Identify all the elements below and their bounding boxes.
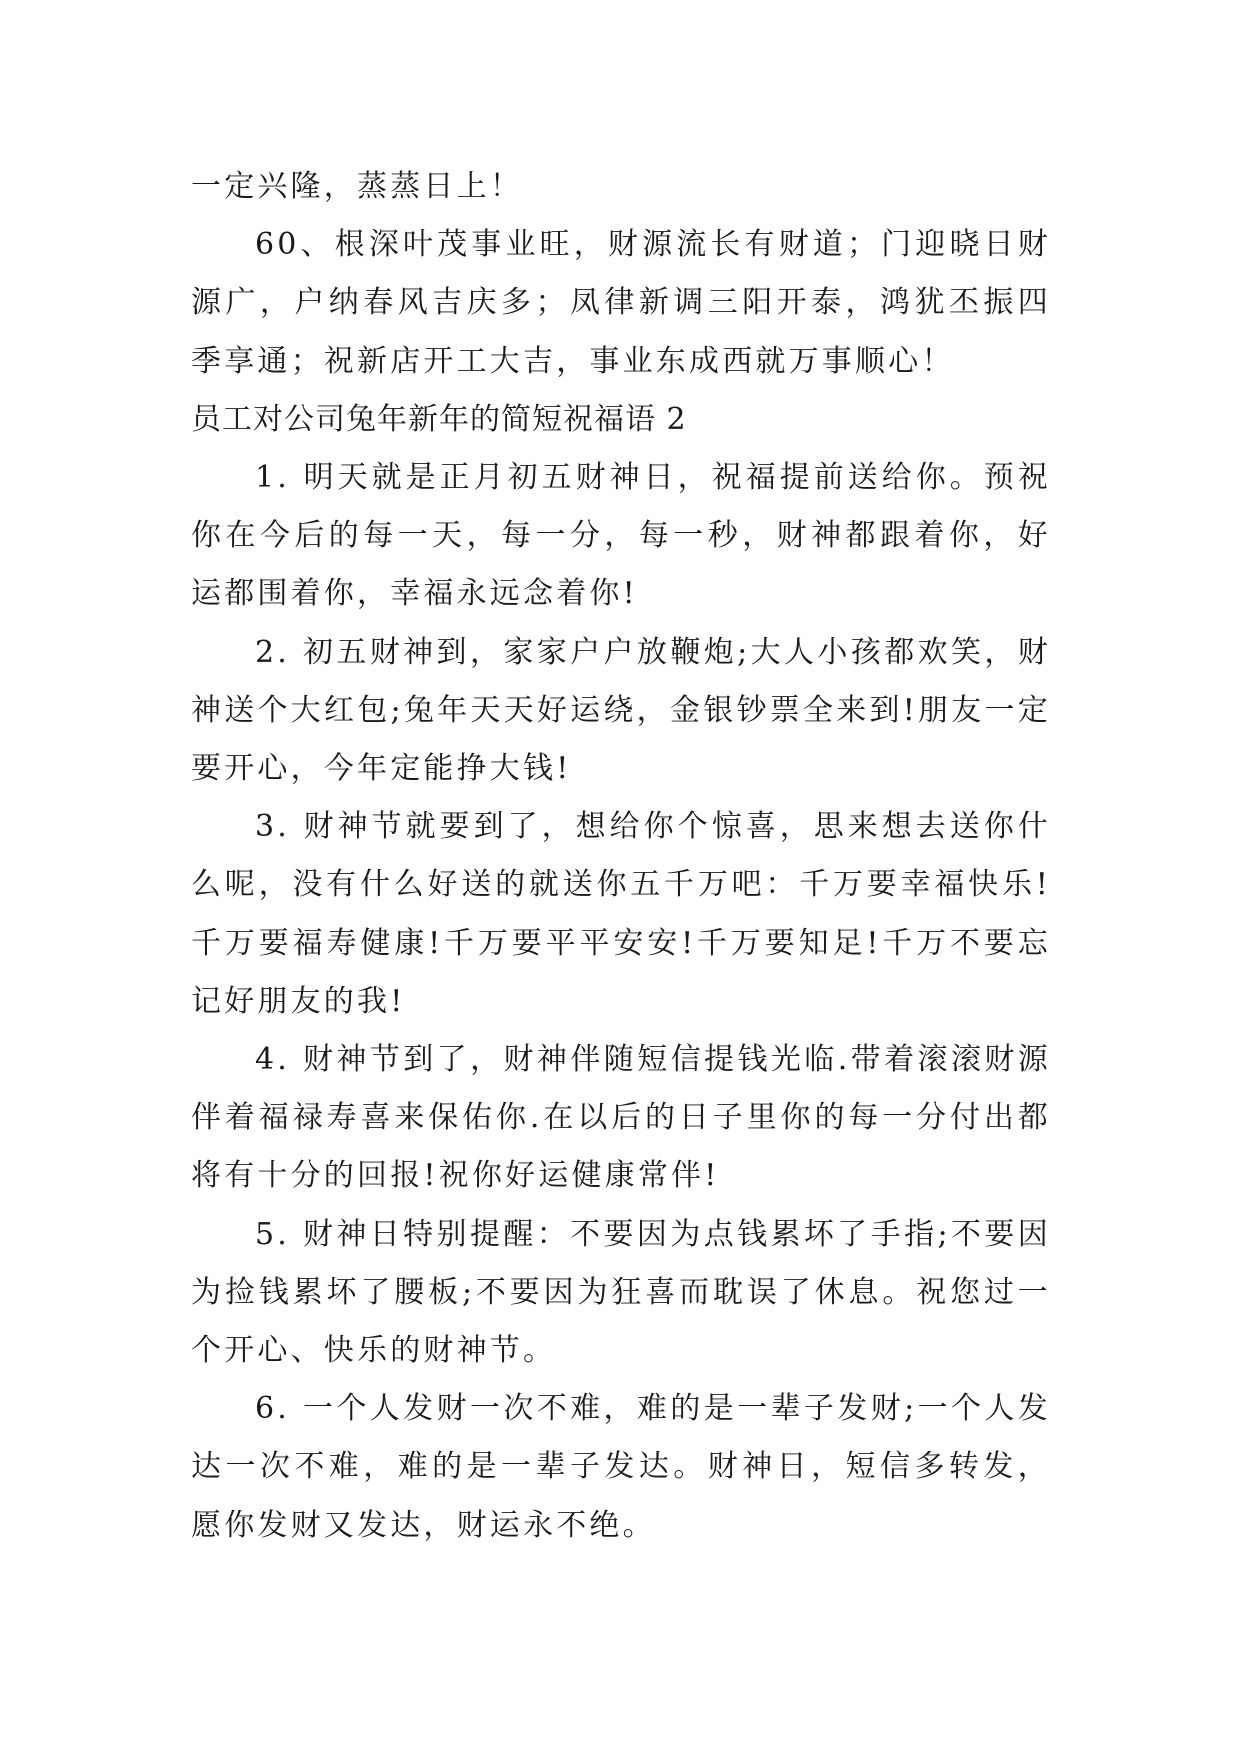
document-body	[191, 158, 1051, 1555]
list-item-2: 2. 初五财神到，家家户户放鞭炮;大人小孩都欢笑，财神送个大红包;兔年天天好运绕，金银钞票全来到!朋友一定要开心，今年定能挣大钱!	[191, 634, 1051, 787]
list-item-5: 5. 财神日特别提醒：不要因为点钱累坏了手指;不要因为捡钱累坏了腰板;不要因为狂喜而耽误了休息。祝您过一个开心、快乐的财神节。	[191, 1216, 1051, 1369]
list-item-4: 4. 财神节到了，财神伴随短信提钱光临.带着滚滚财源伴着福禄寿喜来保佑你.在以后的日子里你的每一分付出都将有十分的回报!祝你好运健康常伴!	[191, 1042, 1051, 1194]
list-item-6: 6. 一个人发财一次不难，难的是一辈子发财;一个人发达一次不难，难的是一辈子发达。财神日，短信多转发，愿你发财又发达，财运永不绝。	[191, 1391, 1051, 1543]
paragraph-60: 60、根深叶茂事业旺，财源流长有财道；门迎晓日财源广，户纳春风吉庆多；凤律新调三阳开泰，鸿犹丕振四季享通；祝新店开工大吉，事业东成西就万事顺心！	[191, 227, 1051, 379]
list-item-3: 3. 财神节就要到了，想给你个惊喜，思来想去送你什么呢，没有什么好送的就送你五千万吧：千万要幸福快乐!千万要福寿健康!千万要平平安安!千万要知足!千万不要忘记好朋友的我!	[191, 809, 1051, 1019]
list-item-1: 1. 明天就是正月初五财神日，祝福提前送给你。预祝你在今后的每一天，每一分，每一秒，财神都跟着你，好运都围着你，幸福永远念着你!	[191, 460, 1051, 612]
section-title: 员工对公司兔年新年的简短祝福语 2	[191, 401, 687, 437]
continuation-paragraph: 一定兴隆，蒸蒸日上！	[191, 169, 523, 204]
